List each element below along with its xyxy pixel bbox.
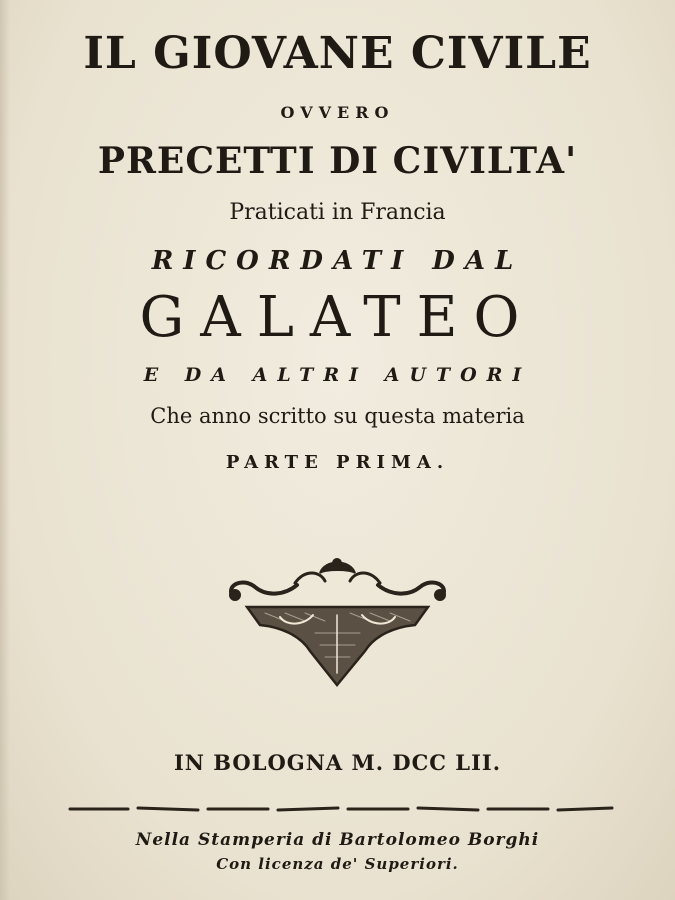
- written-line: Che anno scritto su questa materia: [150, 404, 525, 428]
- galateo-line: GALATEO: [139, 285, 536, 350]
- ovvero-line: OVVERO: [280, 103, 395, 122]
- practiced-line: Praticati in Francia: [229, 200, 446, 225]
- imprint-place-date: IN BOLOGNA M. DCC LII.: [173, 750, 502, 775]
- recalled-line: RICORDATI DAL: [151, 246, 524, 276]
- imprint-license: Con licenza de' Superiori.: [216, 855, 459, 873]
- decorative-rule: [68, 803, 614, 815]
- imprint-printer: Nella Stamperia di Bartolomeo Borghi: [135, 830, 540, 850]
- other-authors-line: E DA ALTRI AUTORI: [143, 364, 532, 386]
- book-subtitle: PRECETTI DI CIVILTA': [97, 140, 578, 182]
- book-title: IL GIOVANE CIVILE: [83, 28, 592, 79]
- printers-ornament-icon: [225, 555, 450, 690]
- part-line: PARTE PRIMA.: [225, 452, 450, 473]
